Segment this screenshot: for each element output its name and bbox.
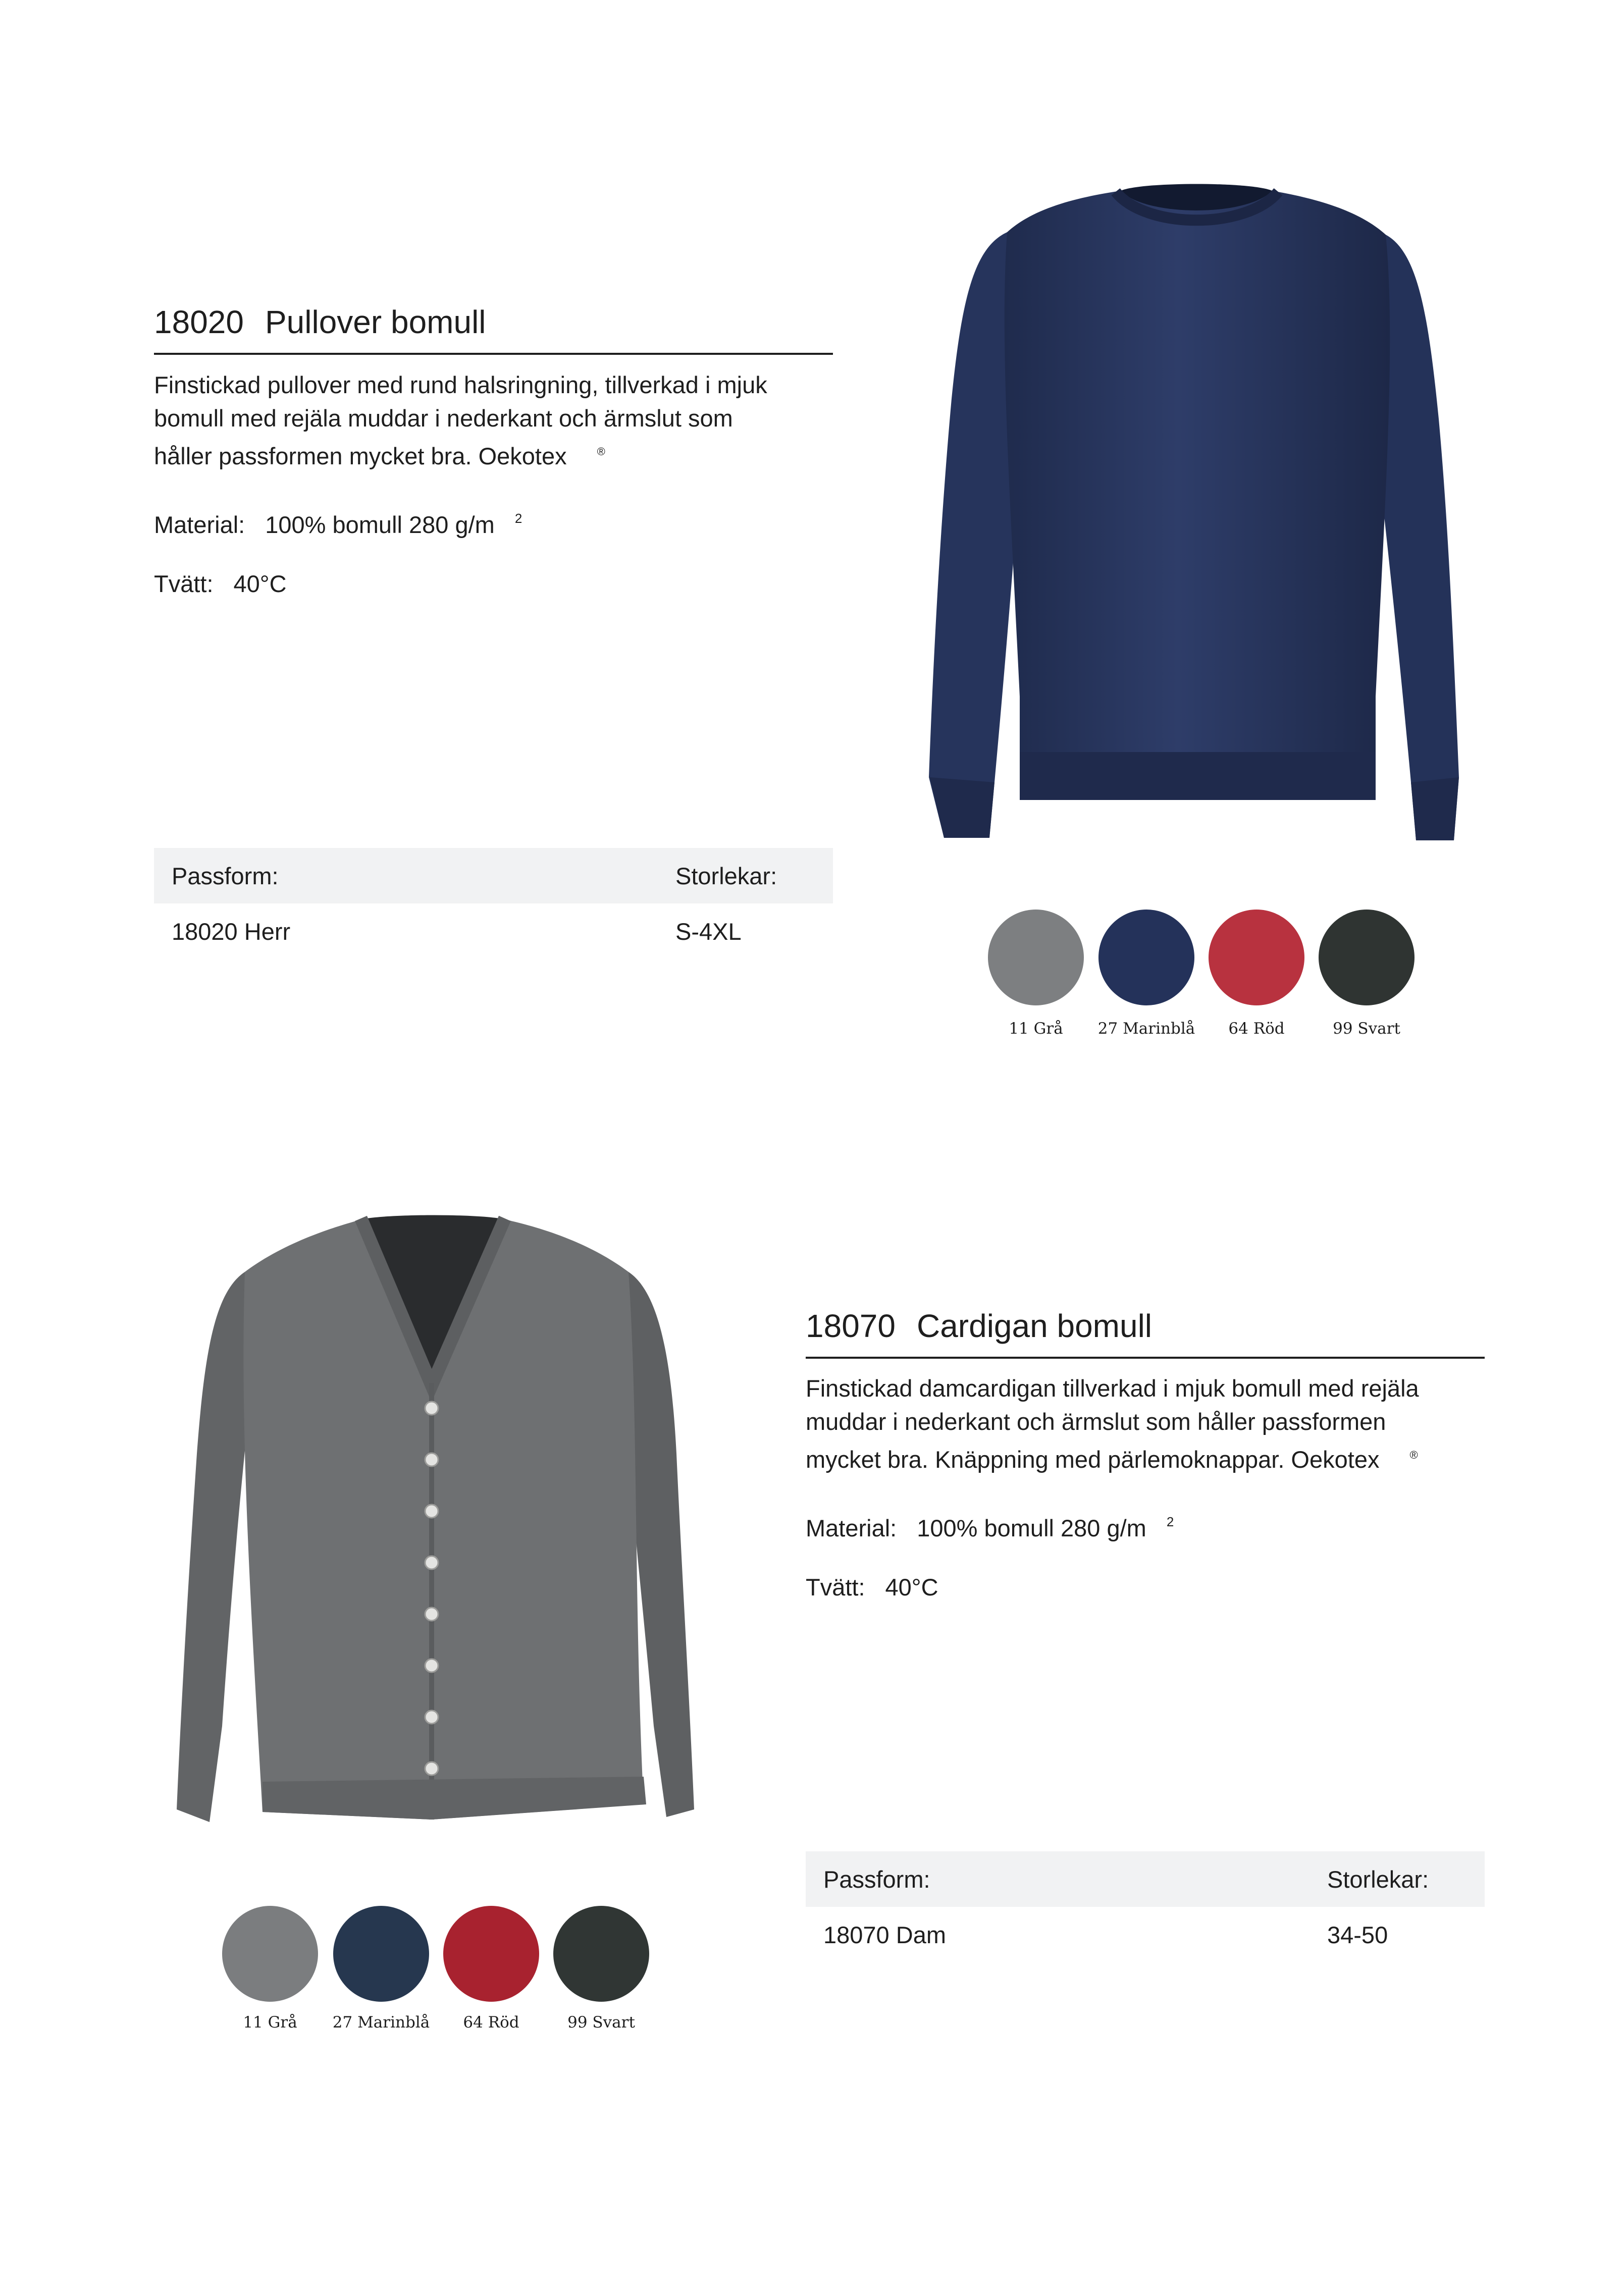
button [425,1608,438,1621]
fit-cell: 18020 Herr [172,918,291,945]
wash-spec: Tvätt: 40°C [806,1574,938,1600]
table-header-row [806,1851,1485,1907]
swatch-label: 11 Grå [1009,1020,1063,1038]
swatch-navy[interactable] [333,1906,429,2002]
cardigan-image [174,1211,699,1832]
table-header-row [154,848,833,903]
swatch-label: 64 Röd [1228,1020,1285,1038]
right-cuff [1411,777,1459,840]
swatch-label: 64 Röd [463,2013,519,2032]
swatch-label: 11 Grå [243,2013,297,2032]
button [425,1402,438,1415]
left-sleeve [177,1272,250,1822]
title-divider [806,1357,1485,1359]
product-title-18020 [154,302,486,342]
header-passform: Passform: [823,1866,930,1893]
product-name: Pullover bomull [265,304,486,340]
swatch-label: 27 Marinblå [1097,1020,1195,1038]
swatch-navy[interactable] [1098,910,1194,1005]
header-storlekar: Storlekar: [1327,1866,1429,1893]
swatch-grey[interactable] [988,910,1084,1005]
product-name: Cardigan bomull [916,1308,1152,1344]
swatch-red[interactable] [443,1906,539,2002]
swatch-red[interactable] [1209,910,1304,1005]
pullover-image [919,187,1484,853]
button [425,1711,438,1724]
header-storlekar: Storlekar: [675,863,777,889]
button [425,1659,438,1672]
title-divider [154,353,833,355]
product-description: Finstickad damcardigan tillverkad i mjuk bomull med rejäla muddar i nederkant och ärmslut som håller passformen mycket bra. Knäppning med pärlemoknappar. Oekotex ® [806,1375,1419,1473]
button [425,1762,438,1775]
swatch-black[interactable] [553,1906,649,2002]
body [1005,191,1390,800]
header-passform: Passform: [172,863,279,889]
fit-cell: 18070 Dam [823,1921,946,1948]
button [425,1453,438,1466]
table-row [806,1907,1485,1962]
swatch-label: 99 Svart [1333,1020,1400,1038]
product-number: 18020 [154,304,244,340]
material-spec: Material: 100% bomull 280 g/m $^2$ [806,1514,1174,1541]
button [425,1556,438,1569]
product-number: 18070 [806,1308,896,1344]
swatch-black[interactable] [1319,910,1415,1005]
product-title-18070 [806,1306,1152,1346]
hem-rib [1020,752,1376,800]
swatch-label: 27 Marinblå [332,2013,430,2032]
product-description: Finstickad pullover med rund halsringning, tillverkad i mjuk bomull med rejäla muddar i nederkant och ärmslut som håller passformen mycket bra. Oekotex ® [154,371,767,469]
swatch-grey[interactable] [222,1906,318,2002]
registered-mark: ® [1409,1449,1418,1461]
left-cuff [930,777,994,838]
material-spec: Material: 100% bomull 280 g/m $^2$ [154,511,522,538]
size-table-18020 [154,848,833,959]
table-row [154,903,833,959]
hem-rib [263,1777,646,1820]
button [425,1505,438,1518]
sizes-cell: S-4XL [675,918,742,945]
swatch-label: 99 Svart [567,2013,635,2032]
registered-mark: ® [597,445,605,458]
size-table-18070 [806,1851,1485,1962]
sizes-cell: 34-50 [1327,1921,1388,1948]
wash-spec: Tvätt: 40°C [154,570,287,597]
